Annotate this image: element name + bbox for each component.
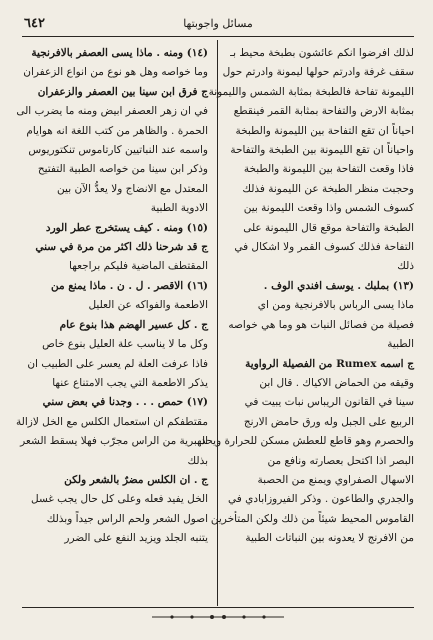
footer-ornament bbox=[152, 612, 284, 622]
right-column-line: الربيع على الجبل وله ورق حامض الارنج bbox=[243, 415, 414, 428]
header-rule bbox=[22, 36, 414, 37]
left-column-line: ج . كل عسير الهضم هذا بنوع عام bbox=[59, 318, 208, 331]
right-column-line: وحجبت منظر الطبخة عن الليمونة فذلك bbox=[242, 182, 414, 195]
right-column-line: الطبخة والتفاحة موقع قال الليمونة على bbox=[243, 221, 414, 234]
right-column-line: واحياناً ان تقع الليمونة بين الطبخة والتفاحة bbox=[230, 144, 414, 157]
right-column-line: احياناً ان تقع التفاحة بين الليمونة والطبخة bbox=[235, 124, 414, 137]
left-column-line: ج . ان الكلس مضرٌ بالشعر ولكن bbox=[64, 473, 208, 486]
left-column-line: الحمرة . والظاهر من كتب اللغة انه هوايام bbox=[26, 124, 208, 137]
right-column-line: القاموس المحيط شيئاً من ذلك ولكن المتأخرين bbox=[210, 512, 414, 525]
left-column-line: فاذا عرفت العلة لم يعسر على الطبيب ان bbox=[27, 357, 208, 370]
right-column-line: ج اسمه Rumex من الفصيلة الرواوية bbox=[245, 357, 414, 370]
left-column-line: المقتطف الماضية فليكم براجعها bbox=[69, 260, 208, 273]
right-column-line: التفاحة فذلك كسوف القمر ولا اشكال في bbox=[234, 241, 414, 254]
left-column-line: الادوية الطبية bbox=[150, 202, 208, 215]
left-column-line: (١٤) ومنه . ماذا يسى العصفر بالافرنجية bbox=[31, 47, 208, 59]
right-column-line: والجدري والطاعون . وذكر الفيروزابادي في bbox=[228, 493, 414, 506]
right-column-line: (١٣) بملبك . يوسف افندي الوف . bbox=[263, 279, 414, 292]
right-column-line: فاذا وقعت التفاحة بين الليمونة والطبخة bbox=[243, 163, 414, 176]
left-column-line: في ان زهر العصفر ابيض ومنه ما يضرب الى bbox=[16, 105, 208, 118]
left-column-line: يذكر الاطعمة التي يجب الامتناع عنها bbox=[52, 376, 208, 389]
right-column-line: الليمونة تفاحة فالطبخة بمثابة الشمس والليمونة bbox=[208, 85, 414, 98]
right-column-line: الاسهال الصفراوي ويمنع من الحصبة bbox=[257, 473, 414, 486]
right-column-line: بمثابة الارض والتفاحة بمثابة القمر فينقطع bbox=[233, 105, 414, 118]
left-column bbox=[16, 44, 208, 606]
left-column-line: ج قد شرحنا ذلك اكثر من مرة في سني bbox=[35, 241, 208, 254]
left-column-line: وما خواصه وهل هو نوع من انواع الزعفران bbox=[23, 66, 208, 79]
right-column-line: لذلك افرضوا انكم عائشون بطبخة محيط بـ bbox=[230, 47, 414, 59]
left-column-line: (١٦) الاقصر . ل . ن . ماذا يمنع من bbox=[50, 279, 208, 292]
left-column-line: وذكر ابن سينا من خواصه الطبية التفتيح bbox=[37, 163, 208, 176]
right-column-line: البصر اذا اكتحل بعصارته ونافع من bbox=[267, 454, 414, 467]
page-header bbox=[22, 14, 414, 36]
right-column-line: فصيلة من فصائل النبات هو وما هي خواصه bbox=[228, 318, 414, 331]
right-column-line: سينا في القانون الريباس نبات يبيت في bbox=[244, 396, 414, 409]
left-column-line: واسمه عند النباتيين كارتاموس تنكتوريوس bbox=[28, 144, 208, 157]
left-column-line: المعتدل مع الانضاج ولا يعدُّ الآن بين bbox=[57, 182, 208, 195]
footer-rule bbox=[22, 607, 414, 608]
left-column-line: (١٥) ومنه . كيف يستخرج عطر الورد bbox=[45, 221, 208, 234]
left-column-line: الاطعمة والفواكه عن العليل bbox=[88, 299, 208, 312]
document-page bbox=[16, 14, 414, 626]
left-column-line: اصول الشعر ولحم الراس جيداً وبذلك bbox=[46, 512, 208, 525]
column-divider bbox=[217, 40, 218, 606]
left-column-line: بذلك bbox=[187, 454, 208, 467]
right-column-line: ذلك bbox=[397, 260, 414, 273]
right-column bbox=[200, 44, 414, 606]
left-column-line: (١٧) حمص . . . وجدنا في بعض سني bbox=[42, 396, 208, 409]
page-number: ٦٤٢ bbox=[24, 16, 45, 31]
right-column-line: كسوف الشمس واذا وقعت الليمونة بين bbox=[243, 202, 414, 215]
right-column-line: سقف غرفة وادرتم حولها ليمونة وادرتم حول bbox=[222, 66, 414, 79]
right-column-line: وقيقه من الحماض الاكياك . قال ابن bbox=[259, 376, 414, 389]
right-column-line: الطبية bbox=[387, 338, 414, 351]
right-column-line: والحصرم وهو قاطع للعطش مسكن للحرارة ويحد bbox=[200, 435, 414, 448]
left-column-line: الخل يفيد فعله وعلى كل حال يجب غسل bbox=[31, 493, 208, 506]
right-column-line: ماذا يسى الرباس بالافرنجية ومن اي bbox=[257, 299, 414, 312]
running-title: مسائل واجوبتها bbox=[183, 17, 253, 30]
left-column-line: ج فرق ابن سينا بين العصفر والزعفران bbox=[37, 85, 208, 98]
right-column-line: من الافرنج لا يعدونه بين النباتات الطبية bbox=[245, 532, 414, 545]
left-column-line: يتنبه الجلد ويزيد النفع على الضرر bbox=[64, 532, 208, 545]
left-column-line: وكل ما لا يناسب علة العليل بنوع خاص bbox=[42, 338, 208, 351]
left-column-line: الهبرية من الراس مجرّب فهلا يسقط الشعر bbox=[20, 435, 208, 448]
left-column-line: مقتطفكم ان استعمال الكلس مع الخل لازالة bbox=[16, 415, 208, 428]
